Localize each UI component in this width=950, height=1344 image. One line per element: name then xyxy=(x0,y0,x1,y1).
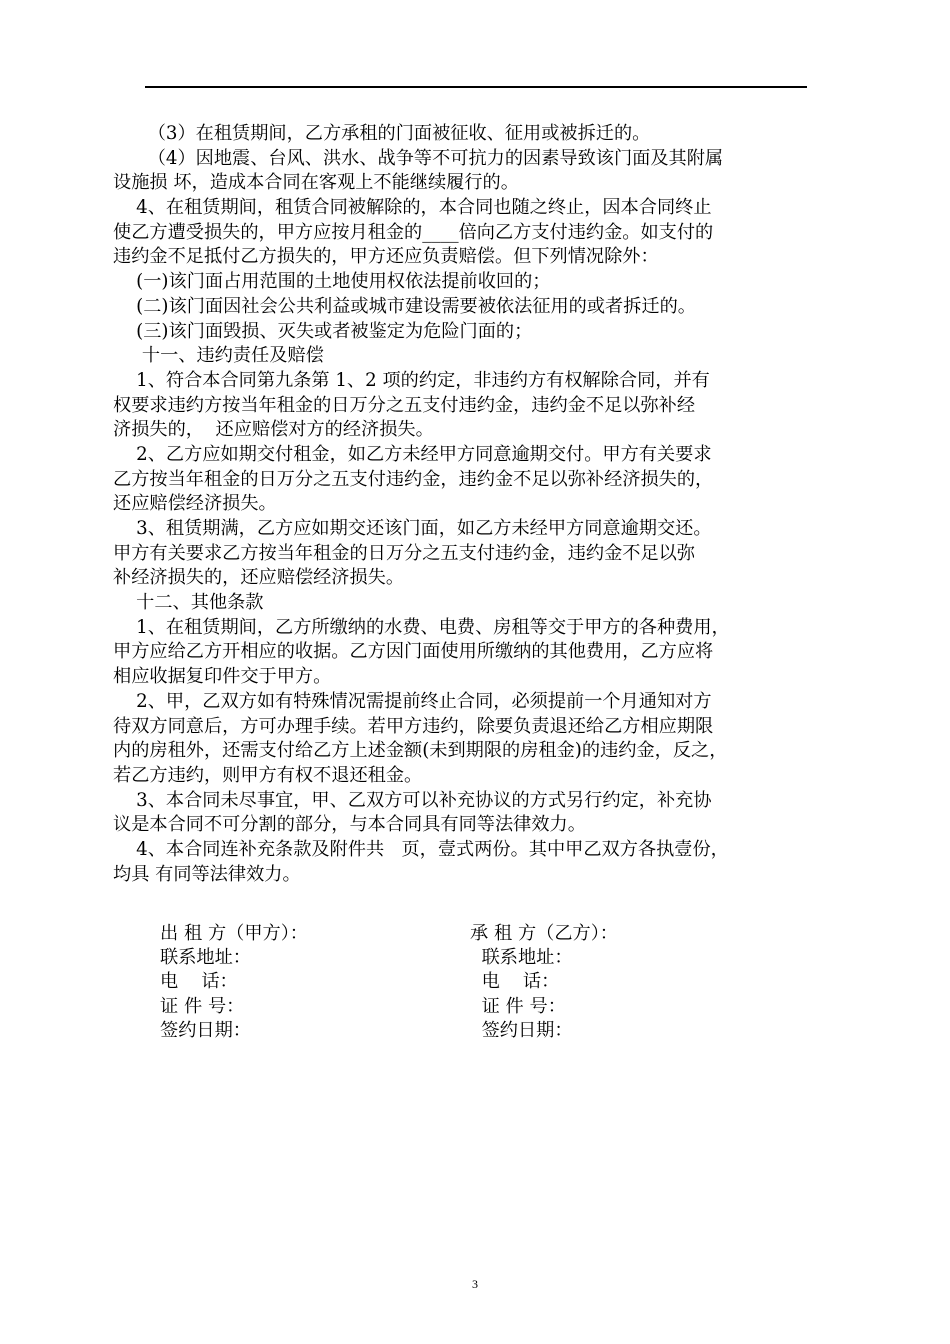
lessee-id-label: 证 件 号： xyxy=(470,995,566,1017)
body-line: 4、本合同连补充条款及附件共 页，壹式两份。其中甲乙双方各执壹份， xyxy=(113,838,729,860)
body-line: 1、符合本合同第九条第 1、2 项的约定，非违约方有权解除合同，并有 xyxy=(113,369,710,391)
lessee-label: 承 租 方（乙方）： xyxy=(470,923,618,944)
body-line: 2、甲，乙双方如有特殊情况需提前终止合同，必须提前一个月通知对方 xyxy=(113,690,712,712)
lessor-id-label: 证 件 号： xyxy=(160,995,245,1017)
body-line: 3、本合同未尽事宜，甲、乙双方可以补充协议的方式另行约定，补充协 xyxy=(113,789,712,811)
header-rule xyxy=(145,86,807,88)
body-line: 内的房租外，还需支付给乙方上述金额(未到期限的房租金)的违约金，反之， xyxy=(113,740,728,762)
lessor-signature-block xyxy=(160,922,308,1043)
body-line: 1、在租赁期间，乙方所缴纳的水费、电费、房租等交于甲方的各种费用， xyxy=(113,616,730,638)
lessee-date-label: 签约日期： xyxy=(470,1019,573,1041)
body-line: 补经济损失的，还应赔偿经济损失。 xyxy=(113,567,405,589)
body-line: 议是本合同不可分割的部分，与本合同具有同等法律效力。 xyxy=(113,814,586,836)
lessor-label: 出 租 方（甲方）： xyxy=(160,923,308,944)
body-line: 相应收据复印件交于甲方。 xyxy=(113,666,332,688)
body-line: (一)该门面占用范围的土地使用权依法提前收回的； xyxy=(113,271,551,293)
body-line: (二)该门面因社会公共利益或城市建设需要被依法征用的或者拆迁的。 xyxy=(113,295,696,317)
lessee-phone-label: 电 话： xyxy=(470,971,560,993)
lessor-address-label: 联系地址： xyxy=(160,947,251,969)
lessor-date-label: 签约日期： xyxy=(160,1019,251,1041)
body-line: 4、在租赁期间，租赁合同被解除的，本合同也随之终止，因本合同终止 xyxy=(113,197,712,219)
body-line: 还应赔偿经济损失。 xyxy=(113,493,277,515)
body-line: 均具 有同等法律效力。 xyxy=(113,863,301,885)
body-line: 违约金不足抵付乙方损失的，甲方还应负责赔偿。但下列情况除外： xyxy=(113,246,659,268)
body-line: (三)该门面毁损、灭失或者被鉴定为危险门面的； xyxy=(113,320,533,342)
body-line: 甲方应给乙方开相应的收据。乙方因门面使用所缴纳的其他费用，乙方应将 xyxy=(113,641,714,663)
body-line: 若乙方违约，则甲方有权不退还租金。 xyxy=(113,764,423,786)
contract-body xyxy=(113,122,853,887)
body-line: 权要求违约方按当年租金的日万分之五支付违约金，违约金不足以弥补经 xyxy=(113,394,696,416)
body-line: 设施损 坏，造成本合同在客观上不能继续履行的。 xyxy=(113,172,519,194)
body-line: 济损失的， 还应赔偿对方的经济损失。 xyxy=(113,419,434,441)
body-line: 乙方按当年租金的日万分之五支付违约金，违约金不足以弥补经济损失的， xyxy=(113,468,714,490)
body-line: （4）因地震、台风、洪水、战争等不可抗力的因素导致该门面及其附属 xyxy=(113,147,724,169)
lessor-phone-label: 电 话： xyxy=(160,971,238,993)
body-line: （3）在租赁期间，乙方承租的门面被征收、征用或被拆迁的。 xyxy=(113,123,651,144)
section-heading: 十一、违约责任及赔偿 xyxy=(113,345,324,367)
body-line: 使乙方遭受损失的，甲方应按月租金的____倍向乙方支付违约金。如支付的 xyxy=(113,221,714,243)
body-line: 2、乙方应如期交付租金，如乙方未经甲方同意逾期交付。甲方有关要求 xyxy=(113,443,712,465)
body-line: 待双方同意后，方可办理手续。若甲方违约，除要负责退还给乙方相应期限 xyxy=(113,715,714,737)
page-number: 3 xyxy=(472,1277,478,1291)
section-heading: 十二、其他条款 xyxy=(113,592,264,614)
body-line: 3、租赁期满，乙方应如期交还该门面，如乙方未经甲方同意逾期交还。 xyxy=(113,518,712,539)
lessee-address-label: 联系地址： xyxy=(470,947,573,969)
body-line: 甲方有关要求乙方按当年租金的日万分之五支付违约金，违约金不足以弥 xyxy=(113,542,696,564)
lessee-signature-block xyxy=(470,922,618,1043)
